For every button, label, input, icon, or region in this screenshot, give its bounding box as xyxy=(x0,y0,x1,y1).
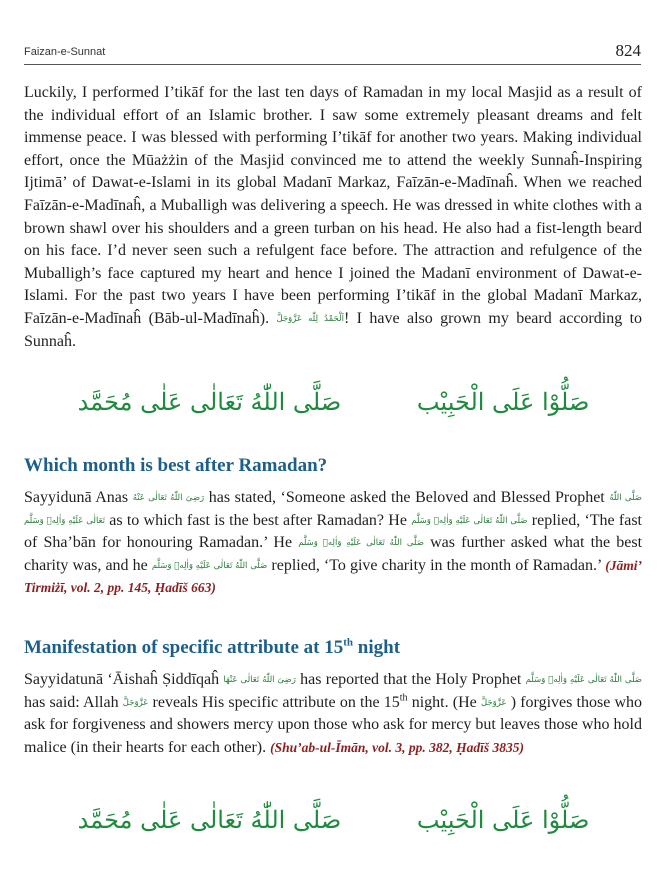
heading-sup: th xyxy=(343,636,354,649)
reference: (Shu’ab-ul-Īmān, vol. 3, pp. 382, Ḥadīš 3835) xyxy=(270,739,525,755)
arabic-honorific: عَزَّوَجَلَّ xyxy=(480,697,507,708)
arabic-honorific: رَضِیَ اللّٰهُ تَعَالٰی عَنْهَا xyxy=(223,675,296,685)
arabic-honorific: صَلَّی اللّٰهُ تَعَالٰی عَلَیْهِ وَاٰلِهٖ وَسَلَّم xyxy=(525,675,643,685)
salat-right: صَلُّوْا عَلَی الْحَبِیْب xyxy=(416,806,590,834)
text: ) forgives those who ask for forgiveness and showers mercy upon those who ask for mercy but leaves those who hold malice (in their hearts for each other). xyxy=(24,693,643,756)
text: reveals His specific attribute on the 15 xyxy=(152,693,400,711)
text: as to which fast is the best after Ramadan? He xyxy=(109,511,412,529)
salat-left: صَلَّی اللّٰهُ تَعَالٰی عَلٰی مُحَمَّد xyxy=(77,806,342,834)
section-paragraph xyxy=(24,487,642,600)
arabic-honorific: صَلَّی اللّٰهُ تَعَالٰی عَلَیْهِ وَاٰلِهٖ وَسَلَّم xyxy=(411,515,528,526)
salat-calligraphy xyxy=(0,806,667,834)
story-paragraph xyxy=(24,82,642,353)
arabic-honorific: عَزَّوَجَلَّ xyxy=(122,697,149,708)
salat-left: صَلَّی اللّٰهُ تَعَالٰی عَلٰی مُحَمَّد xyxy=(77,388,342,416)
salat-right: صَلُّوْا عَلَی الْحَبِیْب xyxy=(416,388,590,416)
arabic-honorific: صَلَّی اللّٰهُ تَعَالٰی عَلَیْهِ وَاٰلِهٖ وَسَلَّم xyxy=(24,493,643,526)
text: replied, ‘The fast of Sha’bān for honouring Ramadan.’ He xyxy=(24,511,643,552)
superscript: th xyxy=(399,692,408,704)
arabic-honorific: صَلَّی اللّٰهُ تَعَالٰی عَلَیْهِ وَاٰلِهٖ وَسَلَّم xyxy=(298,538,424,549)
book-title: Faizan-e-Sunnat xyxy=(24,46,106,58)
arabic-honorific: رَضِیَ اللّٰهُ تَعَالٰی عَنْهُ xyxy=(132,493,205,503)
section-paragraph xyxy=(24,669,642,759)
section-heading xyxy=(24,637,642,659)
text: has said: Allah xyxy=(24,693,123,711)
section-heading: Which month is best after Ramadan? xyxy=(24,455,328,476)
paragraph-text-end: ! I have also grown my beard according to Sunnaĥ. xyxy=(24,309,643,350)
text: has stated, ‘Someone asked the Beloved and Blessed Prophet xyxy=(208,489,610,506)
salat-calligraphy xyxy=(0,388,667,416)
text: replied, ‘To give charity in the month of Ramadan.’ xyxy=(271,556,606,574)
text: night. (He xyxy=(411,693,481,711)
paragraph-text: Luckily, I performed I’tikāf for the last ten days of Ramadan in my local Masjid as a result of the individual effort of an Islamic brother. I saw some extremely pleasant dreams and felt immense peace. I was blessed with performing I’tikāf for another two years. Making individual effort, once the Mūażżin of the Masjid convinced me to attend the weekly Sunnaĥ-Inspiring Ijtimā’ of Dawat-e-Islami in its global Madanī Markaz, Faīzān-e-Madīnaĥ. When we reached Faīzān-e-Madīnaĥ, a Muballigh was delivering a speech. He was dressed in white clothes with a brown shawl over his shoulders and a green turban on his head. He also had a fist-length beard on his face. I’d never seen such a refulgent face before. The attraction and refulgence of the Muballigh’s face captured my heart and hence I joined the Madanī environment of Dawat-e-Islami. For the past two years I have been performing I’tikāf in the global Madanī Markaz, Faīzān-e-Madīnaĥ (Bāb-ul-Madīnaĥ). xyxy=(24,84,642,327)
text: Sayyidatunā ‘Āishaĥ Ṣiddīqaĥ xyxy=(24,671,224,688)
reference: (Jāmi’ Tirmiżī, vol. 2, pp. 145, Ḥadīš 663) xyxy=(24,557,643,596)
heading-text-end: night xyxy=(353,637,401,658)
text: has reported that the Holy Prophet xyxy=(300,671,526,688)
arabic-praise: اَلْحَمْدُ لِلّٰه عَزَّوَجَلَّ xyxy=(276,313,344,324)
heading-text: Manifestation of specific attribute at 15 xyxy=(24,637,344,658)
text: was further asked what the best charity was, and he xyxy=(24,534,643,574)
text: Sayyidunā Anas xyxy=(24,489,133,506)
page-header xyxy=(24,34,641,65)
page-number: 824 xyxy=(615,41,641,60)
arabic-honorific: صَلَّی اللّٰهُ تَعَالٰی عَلَیْهِ وَاٰلِهٖ وَسَلَّم xyxy=(151,560,268,571)
